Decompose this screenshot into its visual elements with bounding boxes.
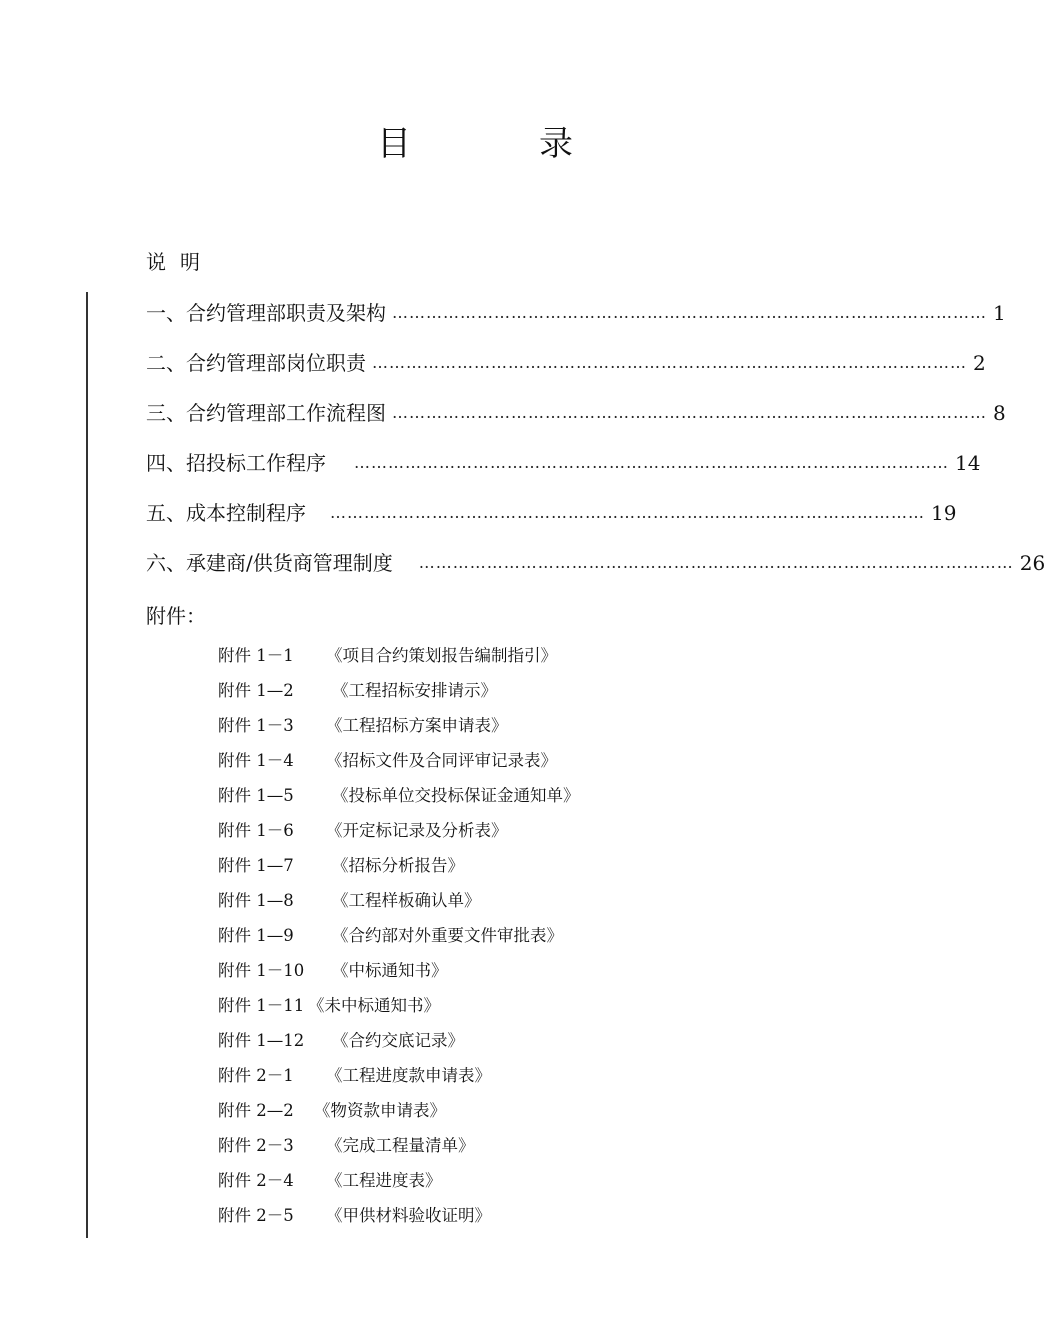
toc-page-number: 14 bbox=[955, 451, 981, 475]
toc-page-number: 8 bbox=[993, 401, 1006, 425]
toc-entry[interactable] bbox=[146, 548, 1045, 578]
title-char-2: 录 bbox=[539, 124, 573, 164]
annex-code: 附件 2－3 bbox=[218, 1136, 294, 1155]
toc-entry[interactable] bbox=[146, 498, 957, 528]
annex-item[interactable] bbox=[218, 1202, 491, 1230]
toc-leader-dots: …………………………………………………………………………………………… bbox=[418, 553, 1014, 572]
toc-page-number: 26 bbox=[1019, 551, 1045, 575]
annex-name: 《甲供材料验收证明》 bbox=[326, 1206, 491, 1225]
toc-title: 成本控制程序 bbox=[186, 501, 306, 525]
annex-name: 《招标分析报告》 bbox=[332, 856, 464, 875]
toc-number: 二、 bbox=[146, 351, 186, 375]
annex-code: 附件 1－4 bbox=[218, 751, 294, 770]
annex-item[interactable] bbox=[218, 1097, 446, 1125]
toc-leader-dots: …………………………………………………………………………………………… bbox=[330, 503, 925, 522]
annex-name: 《招标文件及合同评审记录表》 bbox=[326, 751, 557, 770]
page-title bbox=[0, 122, 950, 166]
preface-heading: 说明 bbox=[146, 250, 214, 274]
annex-code: 附件 1－11 bbox=[218, 996, 305, 1015]
toc-page-number: 19 bbox=[931, 501, 957, 525]
toc-number: 五、 bbox=[146, 501, 186, 525]
toc-leader-dots: …………………………………………………………………………………………… bbox=[392, 403, 987, 422]
annex-code: 附件 1－3 bbox=[218, 716, 294, 735]
toc-title: 合约管理部岗位职责 bbox=[186, 351, 366, 375]
annex-name: 《未中标通知书》 bbox=[308, 996, 440, 1015]
annex-name: 《完成工程量清单》 bbox=[326, 1136, 475, 1155]
toc-entry[interactable] bbox=[146, 348, 986, 378]
annex-item[interactable] bbox=[218, 712, 508, 740]
annex-item[interactable] bbox=[218, 747, 557, 775]
annex-name: 《工程样板确认单》 bbox=[332, 891, 481, 910]
toc-leader-dots: …………………………………………………………………………………………… bbox=[354, 453, 949, 472]
toc-entry[interactable] bbox=[146, 398, 1006, 428]
annex-code: 附件 1－6 bbox=[218, 821, 294, 840]
annex-code: 附件 1－1 bbox=[218, 646, 294, 665]
annex-item[interactable] bbox=[218, 1132, 475, 1160]
annex-item[interactable] bbox=[218, 677, 497, 705]
toc-entry[interactable] bbox=[146, 298, 1006, 328]
annex-name: 《项目合约策划报告编制指引》 bbox=[326, 646, 557, 665]
annex-item[interactable] bbox=[218, 1062, 491, 1090]
annex-heading: 附件： bbox=[146, 604, 206, 628]
annex-code: 附件 2－1 bbox=[218, 1066, 294, 1085]
annex-item[interactable] bbox=[218, 782, 580, 810]
toc-number: 六、 bbox=[146, 551, 186, 575]
annex-code: 附件 1—5 bbox=[218, 786, 294, 805]
annex-code: 附件 1—7 bbox=[218, 856, 294, 875]
annex-code: 附件 1—9 bbox=[218, 926, 294, 945]
margin-rule bbox=[86, 292, 88, 1238]
annex-code: 附件 2—2 bbox=[218, 1101, 294, 1120]
annex-item[interactable] bbox=[218, 992, 440, 1020]
toc-page-number: 1 bbox=[993, 301, 1006, 325]
annex-code: 附件 1－10 bbox=[218, 961, 305, 980]
annex-code: 附件 1—8 bbox=[218, 891, 294, 910]
annex-item[interactable] bbox=[218, 1027, 464, 1055]
annex-item[interactable] bbox=[218, 1167, 442, 1195]
toc-number: 四、 bbox=[146, 451, 186, 475]
annex-code: 附件 2－4 bbox=[218, 1171, 294, 1190]
annex-name: 《工程招标安排请示》 bbox=[332, 681, 497, 700]
toc-title: 招投标工作程序 bbox=[186, 451, 326, 475]
annex-name: 《工程进度款申请表》 bbox=[326, 1066, 491, 1085]
annex-code: 附件 2－5 bbox=[218, 1206, 294, 1225]
annex-item[interactable] bbox=[218, 817, 508, 845]
annex-name: 《工程进度表》 bbox=[326, 1171, 442, 1190]
annex-name: 《投标单位交投标保证金通知单》 bbox=[332, 786, 580, 805]
toc-number: 三、 bbox=[146, 401, 186, 425]
annex-name: 《工程招标方案申请表》 bbox=[326, 716, 508, 735]
annex-name: 《合约交底记录》 bbox=[332, 1031, 464, 1050]
annex-code: 附件 1—2 bbox=[218, 681, 294, 700]
toc-number: 一、 bbox=[146, 301, 186, 325]
annex-item[interactable] bbox=[218, 922, 563, 950]
toc-leader-dots: …………………………………………………………………………………………… bbox=[372, 353, 967, 372]
toc-leader-dots: …………………………………………………………………………………………… bbox=[392, 303, 987, 322]
toc-page-number: 2 bbox=[973, 351, 986, 375]
annex-name: 《中标通知书》 bbox=[332, 961, 448, 980]
toc-title: 合约管理部职责及架构 bbox=[186, 301, 386, 325]
toc-entry[interactable] bbox=[146, 448, 981, 478]
annex-item[interactable] bbox=[218, 957, 448, 985]
annex-name: 《物资款申请表》 bbox=[314, 1101, 446, 1120]
annex-name: 《合约部对外重要文件审批表》 bbox=[332, 926, 563, 945]
annex-code: 附件 1—12 bbox=[218, 1031, 305, 1050]
annex-item[interactable] bbox=[218, 642, 557, 670]
toc-title: 承建商/供货商管理制度 bbox=[186, 551, 393, 575]
annex-item[interactable] bbox=[218, 887, 481, 915]
toc-title: 合约管理部工作流程图 bbox=[186, 401, 386, 425]
annex-item[interactable] bbox=[218, 852, 464, 880]
annex-name: 《开定标记录及分析表》 bbox=[326, 821, 508, 840]
title-char-1: 目 bbox=[377, 124, 411, 164]
